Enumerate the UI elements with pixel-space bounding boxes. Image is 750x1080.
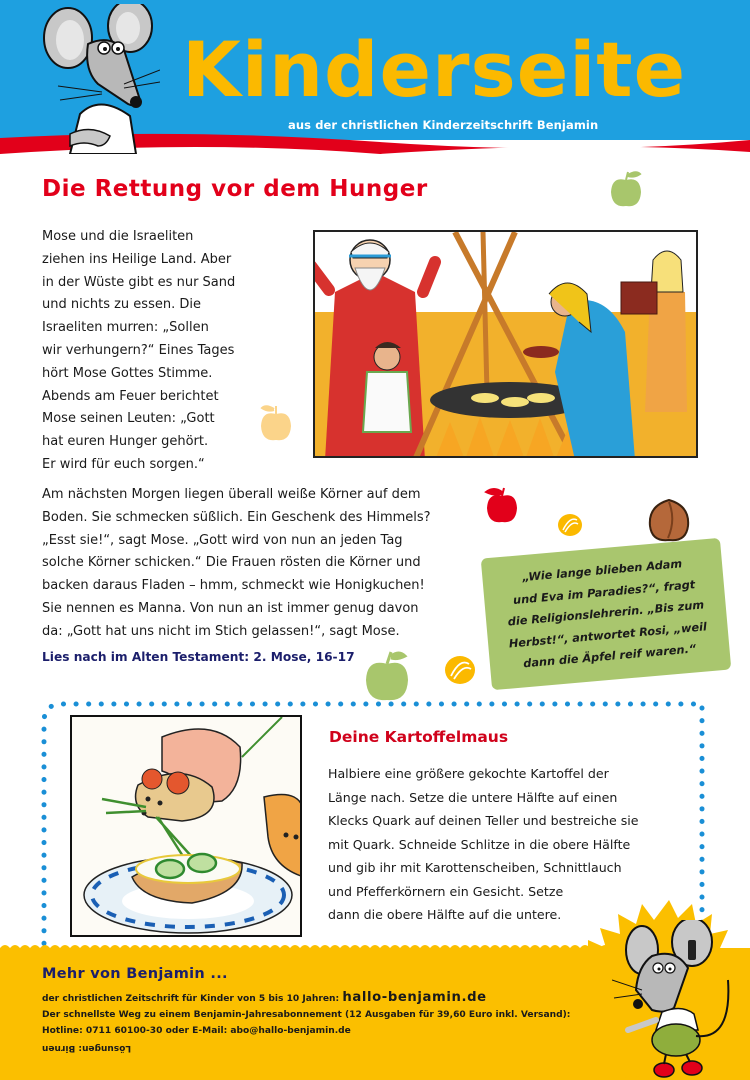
joke-line: Herbst!“, antwortet Rosi, „weil	[508, 619, 708, 651]
mouse-on-phone-icon	[612, 920, 742, 1080]
body-line: Am nächsten Morgen liegen überall weiße Körner auf dem	[42, 487, 421, 502]
body-line: Sie nennen es Manna. Von nun an ist immer genug davon	[42, 600, 419, 616]
apple-icon	[363, 650, 411, 704]
recipe-title: Deine Kartoffelmaus	[329, 728, 509, 746]
bible-reference: Lies nach im Alten Testament: 2. Mose, 16-17	[42, 650, 355, 664]
manna-illustration	[313, 230, 698, 458]
joke-line: dann die Äpfel reif waren.“	[522, 642, 697, 671]
intro-line: hat euren Hunger gehört.	[42, 434, 209, 450]
article-body	[42, 484, 472, 644]
nut-icon	[444, 654, 476, 686]
nut-icon	[557, 512, 583, 538]
intro-line: und nichts zu essen. Die	[42, 297, 201, 313]
footer-line-subscription: Der schnellste Weg zu einem Benjamin-Jahresabonnement (12 Ausgaben für 39,60 Euro inkl. Versand):	[42, 1010, 571, 1020]
joke-box	[481, 538, 732, 690]
article-title: Die Rettung vor dem Hunger	[42, 176, 428, 202]
intro-line: in der Wüste gibt es nur Sand	[42, 274, 236, 290]
body-line: solche Körner schicken.“ Die Frauen rösten die Körner und	[42, 555, 421, 571]
recipe-line: Halbiere eine größere gekochte Kartoffel der	[328, 766, 609, 781]
hazelnut-icon	[646, 496, 692, 544]
website-link[interactable]: hallo-benjamin.de	[342, 990, 487, 1005]
mouse-mascot-icon	[40, 4, 160, 154]
footer-line-magazine	[42, 990, 487, 1005]
recipe-line: mit Quark. Schneide Schlitze in die obere Hälfte	[328, 836, 631, 852]
intro-line: hört Mose Gottes Stimme.	[42, 365, 213, 381]
potato-mouse-scene-icon	[72, 717, 302, 937]
footer-scalloped-edge	[0, 940, 620, 954]
intro-line: Abends am Feuer berichtet	[42, 388, 219, 404]
body-line: backen daraus Fladen – hmm, schmeckt wie Honigkuchen!	[42, 578, 425, 594]
intro-line: Mose und die Israeliten	[42, 229, 194, 244]
joke-line: „Wie lange blieben Adam	[521, 557, 683, 585]
apple-icon	[484, 486, 520, 526]
recipe-line: Länge nach. Setze die untere Hälfte auf einen	[328, 789, 618, 805]
potato-mouse-illustration	[70, 715, 302, 937]
puzzle-solution-upside-down: Lösungen: Birnen	[42, 1043, 132, 1053]
footer-line-contact: Hotline: 0711 60100-30 oder E-Mail: abo@hallo-benjamin.de	[42, 1026, 351, 1036]
intro-line: ziehen ins Heilige Land. Aber	[42, 251, 232, 267]
manna-scene-icon	[315, 232, 698, 458]
body-line: Boden. Sie schmecken süßlich. Ein Geschenk des Himmels?	[42, 509, 431, 525]
intro-line: Er wird für euch sorgen.“	[42, 456, 205, 472]
joke-text	[482, 550, 730, 678]
apple-icon	[258, 404, 294, 444]
recipe-line: und Pfefferkörnern ein Gesicht. Setze	[328, 883, 564, 899]
recipe-line: und gib ihr mit Karottenscheiben, Schnittlauch	[328, 860, 622, 875]
joke-line: die Religionslehrerin. „Bis zum	[507, 598, 705, 629]
recipe-line: Klecks Quark auf deinen Teller und bestreiche sie	[328, 813, 639, 828]
joke-line: und Eva im Paradies?“, fragt	[512, 577, 696, 607]
body-line: „Esst sie!“, sagt Mose. „Gott wird von nun an jeden Tag	[42, 532, 403, 548]
footer-title: Mehr von Benjamin ...	[42, 966, 228, 982]
recipe-line: dann die obere Hälfte auf die untere.	[328, 907, 562, 922]
intro-line: Israeliten murren: „Sollen	[42, 320, 209, 336]
body-line: da: „Gott hat uns nicht im Stich gelassen!“, sagt Mose.	[42, 623, 400, 639]
intro-line: wir verhungern?“ Eines Tages	[42, 342, 235, 358]
page-subtitle: aus der christlichen Kinderzeitschrift Benjamin	[288, 118, 599, 132]
footer-line1-text: der christlichen Zeitschrift für Kinder von 5 bis 10 Jahren:	[42, 994, 340, 1004]
article-intro	[42, 226, 262, 477]
apple-icon	[608, 170, 644, 210]
intro-line: Mose seinen Leuten: „Gott	[42, 411, 215, 427]
header-banner	[0, 0, 750, 160]
page-title: Kinderseite	[182, 25, 687, 114]
